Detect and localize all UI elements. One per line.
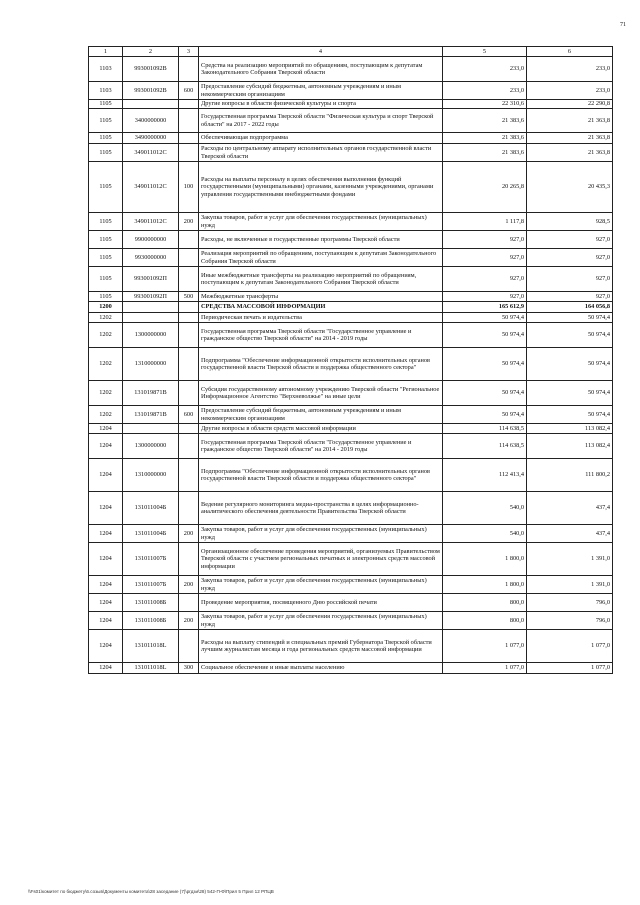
cell-expense-type — [179, 459, 199, 492]
cell-description: Проведение мероприятия, посвященного Дню российской печати — [199, 594, 443, 612]
table-row — [89, 57, 613, 82]
cell-amount-year2: 50 974,4 — [527, 313, 613, 323]
cell-description: Подпрограмма "Обеспечение информационной открытости исполнительных органов государственной власти Тверской области и поддержка общественного сектора" — [199, 348, 443, 381]
budget-table-body — [89, 47, 613, 674]
cell-section-code: 1202 — [89, 313, 123, 323]
cell-amount-year1: 1 117,8 — [443, 213, 527, 231]
cell-amount-year2: 50 974,4 — [527, 381, 613, 406]
cell-section-code: 1204 — [89, 576, 123, 594]
cell-target-code: 131019871В — [123, 381, 179, 406]
cell-target-code — [123, 100, 179, 109]
cell-amount-year1: 114 638,5 — [443, 434, 527, 459]
cell-section-code: 1103 — [89, 82, 123, 100]
cell-description: Подпрограмма "Обеспечение информационной открытости исполнительных органов государственной власти Тверской области и поддержка общественного сектора" — [199, 459, 443, 492]
cell-expense-type — [179, 323, 199, 348]
cell-expense-type — [179, 594, 199, 612]
cell-amount-year1: 927,0 — [443, 231, 527, 249]
cell-expense-type — [179, 57, 199, 82]
cell-expense-type — [179, 100, 199, 109]
column-header: 5 — [443, 47, 527, 57]
cell-amount-year2: 233,0 — [527, 57, 613, 82]
cell-expense-type — [179, 543, 199, 576]
table-row — [89, 594, 613, 612]
cell-target-code: 9900000000 — [123, 231, 179, 249]
cell-section-code: 1105 — [89, 231, 123, 249]
cell-amount-year2: 50 974,4 — [527, 323, 613, 348]
cell-description: Закупка товаров, работ и услуг для обеспечения государственных (муниципальных) нужд — [199, 576, 443, 594]
cell-description: Закупка товаров, работ и услуг для обеспечения государственных (муниципальных) нужд — [199, 612, 443, 630]
cell-description: Субсидия государственному автономному учреждению Тверской области "Региональное Информационное Агентство "Верхневолжье" на иные цели — [199, 381, 443, 406]
cell-section-code: 1105 — [89, 292, 123, 302]
table-row — [89, 213, 613, 231]
cell-amount-year1: 1 800,0 — [443, 576, 527, 594]
cell-description: Государственная программа Тверской области "Государственное управление и гражданское общество Тверской области" на 2014 - 2019 годы — [199, 323, 443, 348]
cell-expense-type — [179, 231, 199, 249]
cell-amount-year1: 233,0 — [443, 57, 527, 82]
cell-description: Реализация мероприятий по обращениям, поступающим к депутатам Законодательного Собрания Тверской области — [199, 249, 443, 267]
table-row — [89, 663, 613, 674]
cell-target-code: 993001092В — [123, 82, 179, 100]
cell-section-code: 1204 — [89, 434, 123, 459]
cell-expense-type — [179, 249, 199, 267]
cell-target-code — [123, 424, 179, 434]
page-number: 71 — [620, 22, 626, 28]
cell-amount-year1: 927,0 — [443, 249, 527, 267]
cell-expense-type — [179, 424, 199, 434]
table-row — [89, 630, 613, 663]
cell-amount-year2: 50 974,4 — [527, 348, 613, 381]
cell-expense-type: 200 — [179, 525, 199, 543]
cell-description: Расходы, не включенные в государственные программы Тверской области — [199, 231, 443, 249]
cell-amount-year1: 50 974,4 — [443, 406, 527, 424]
cell-section-code: 1204 — [89, 594, 123, 612]
cell-amount-year2: 21 363,8 — [527, 133, 613, 144]
cell-amount-year2: 928,5 — [527, 213, 613, 231]
cell-amount-year1: 50 974,4 — [443, 323, 527, 348]
table-row — [89, 348, 613, 381]
column-header: 1 — [89, 47, 123, 57]
cell-description: Государственная программа Тверской области "Физическая культура и спорт Тверской области" на 2017 - 2022 годы — [199, 109, 443, 133]
cell-target-code: 131011008Б — [123, 594, 179, 612]
cell-description: Расходы по центральному аппарату исполнительных органов государственной власти Тверской области — [199, 144, 443, 162]
table-row — [89, 100, 613, 109]
cell-amount-year2: 113 082,4 — [527, 424, 613, 434]
cell-target-code: 349011012С — [123, 162, 179, 213]
cell-section-code: 1202 — [89, 323, 123, 348]
cell-amount-year2: 927,0 — [527, 267, 613, 292]
cell-amount-year1: 927,0 — [443, 292, 527, 302]
cell-section-code: 1204 — [89, 525, 123, 543]
cell-amount-year2: 1 391,0 — [527, 543, 613, 576]
cell-amount-year1: 21 383,6 — [443, 144, 527, 162]
cell-target-code: 1310000000 — [123, 348, 179, 381]
cell-section-code: 1105 — [89, 100, 123, 109]
cell-target-code: 131011004Б — [123, 492, 179, 525]
cell-amount-year1: 50 974,4 — [443, 313, 527, 323]
cell-target-code: 993001092П — [123, 292, 179, 302]
cell-section-code: 1204 — [89, 663, 123, 674]
cell-description: Другие вопросы в области физической культуры и спорта — [199, 100, 443, 109]
cell-expense-type: 500 — [179, 292, 199, 302]
cell-description: Ведение регулярного мониторинга медиа-пространства в целях информационно-аналитического обеспечения деятельности Правительства Тверской области — [199, 492, 443, 525]
cell-amount-year1: 1 077,0 — [443, 630, 527, 663]
cell-section-code: 1105 — [89, 162, 123, 213]
column-header: 3 — [179, 47, 199, 57]
table-row — [89, 525, 613, 543]
table-row — [89, 434, 613, 459]
table-row — [89, 323, 613, 348]
table-row — [89, 133, 613, 144]
cell-amount-year2: 1 391,0 — [527, 576, 613, 594]
cell-description: Предоставление субсидий бюджетным, автономным учреждениям и иным некоммерческим организациям — [199, 406, 443, 424]
cell-section-code: 1204 — [89, 459, 123, 492]
cell-target-code: 1310000000 — [123, 459, 179, 492]
cell-expense-type — [179, 492, 199, 525]
cell-target-code: 131011008Б — [123, 612, 179, 630]
cell-amount-year1: 21 383,6 — [443, 133, 527, 144]
cell-description: Средства на реализацию мероприятий по обращениям, поступающим к депутатам Законодательного Собрания Тверской области — [199, 57, 443, 82]
cell-amount-year1: 22 310,6 — [443, 100, 527, 109]
cell-amount-year2: 233,0 — [527, 82, 613, 100]
cell-expense-type: 600 — [179, 406, 199, 424]
cell-target-code: 131011007Б — [123, 543, 179, 576]
cell-amount-year2: 1 077,0 — [527, 630, 613, 663]
cell-expense-type — [179, 348, 199, 381]
cell-section-code: 1204 — [89, 612, 123, 630]
cell-amount-year2: 50 974,4 — [527, 406, 613, 424]
cell-amount-year1: 927,0 — [443, 267, 527, 292]
cell-target-code: 131011007Б — [123, 576, 179, 594]
cell-section-code: 1105 — [89, 213, 123, 231]
table-row — [89, 543, 613, 576]
cell-amount-year1: 21 383,6 — [443, 109, 527, 133]
table-row — [89, 82, 613, 100]
cell-amount-year1: 540,0 — [443, 525, 527, 543]
cell-expense-type: 100 — [179, 162, 199, 213]
cell-description: Иные межбюджетные трансферты на реализацию мероприятий по обращениям, поступающим к депутатам Законодательного Собрания Тверской области — [199, 267, 443, 292]
cell-amount-year2: 437,4 — [527, 525, 613, 543]
cell-section-code: 1202 — [89, 381, 123, 406]
cell-description: Обеспечивающая подпрограмма — [199, 133, 443, 144]
table-row — [89, 576, 613, 594]
cell-target-code: 349011012С — [123, 213, 179, 231]
cell-description: Закупка товаров, работ и услуг для обеспечения государственных (муниципальных) нужд — [199, 525, 443, 543]
cell-amount-year2: 437,4 — [527, 492, 613, 525]
cell-section-code: 1105 — [89, 144, 123, 162]
cell-target-code: 1300000000 — [123, 434, 179, 459]
cell-expense-type — [179, 144, 199, 162]
cell-expense-type — [179, 313, 199, 323]
table-row — [89, 612, 613, 630]
cell-amount-year2: 21 363,8 — [527, 144, 613, 162]
cell-expense-type: 200 — [179, 213, 199, 231]
cell-amount-year2: 111 800,2 — [527, 459, 613, 492]
cell-amount-year2: 20 435,3 — [527, 162, 613, 213]
cell-amount-year2: 1 077,0 — [527, 663, 613, 674]
budget-table-wrapper — [88, 46, 612, 674]
table-row — [89, 381, 613, 406]
cell-expense-type: 600 — [179, 82, 199, 100]
table-row — [89, 267, 613, 292]
cell-description: Межбюджетные трансферты — [199, 292, 443, 302]
cell-description: Организационное обеспечение проведения мероприятий, организуемых Правительством Тверской области с участием региональных печатных и электронных средств массовой информации — [199, 543, 443, 576]
cell-amount-year2: 21 363,8 — [527, 109, 613, 133]
cell-expense-type: 300 — [179, 663, 199, 674]
table-row — [89, 492, 613, 525]
cell-expense-type — [179, 133, 199, 144]
cell-target-code — [123, 313, 179, 323]
cell-amount-year1: 165 612,9 — [443, 302, 527, 313]
cell-section-code: 1105 — [89, 133, 123, 144]
cell-target-code: 3490000000 — [123, 133, 179, 144]
cell-section-code: 1105 — [89, 249, 123, 267]
cell-section-code: 1204 — [89, 492, 123, 525]
column-header: 6 — [527, 47, 613, 57]
cell-amount-year2: 796,0 — [527, 612, 613, 630]
cell-amount-year2: 164 056,8 — [527, 302, 613, 313]
table-row — [89, 313, 613, 323]
cell-amount-year1: 1 800,0 — [443, 543, 527, 576]
cell-amount-year1: 50 974,4 — [443, 381, 527, 406]
cell-amount-year1: 233,0 — [443, 82, 527, 100]
cell-section-code: 1204 — [89, 543, 123, 576]
cell-amount-year1: 1 077,0 — [443, 663, 527, 674]
cell-target-code: 1300000000 — [123, 323, 179, 348]
cell-expense-type: 200 — [179, 612, 199, 630]
table-row — [89, 109, 613, 133]
cell-section-code: 1200 — [89, 302, 123, 313]
table-row — [89, 231, 613, 249]
table-row — [89, 162, 613, 213]
cell-description: Расходы на выплату стипендий и специальных премий Губернатора Тверской области лучшим журналистам месяца и года региональных средств массовой информации — [199, 630, 443, 663]
cell-amount-year1: 800,0 — [443, 594, 527, 612]
cell-amount-year2: 927,0 — [527, 231, 613, 249]
cell-description: Периодическая печать и издательства — [199, 313, 443, 323]
cell-expense-type — [179, 630, 199, 663]
table-header-row — [89, 47, 613, 57]
cell-target-code: 9930000000 — [123, 249, 179, 267]
cell-expense-type — [179, 302, 199, 313]
cell-target-code: 993001092П — [123, 267, 179, 292]
cell-expense-type — [179, 381, 199, 406]
table-row — [89, 302, 613, 313]
cell-amount-year2: 927,0 — [527, 249, 613, 267]
cell-amount-year2: 22 290,8 — [527, 100, 613, 109]
table-row — [89, 459, 613, 492]
table-row — [89, 292, 613, 302]
cell-section-code: 1105 — [89, 109, 123, 133]
cell-expense-type: 200 — [179, 576, 199, 594]
table-row — [89, 144, 613, 162]
cell-target-code: 131019871В — [123, 406, 179, 424]
cell-description: СРЕДСТВА МАССОВОЙ ИНФОРМАЦИИ — [199, 302, 443, 313]
cell-description: Закупка товаров, работ и услуг для обеспечения государственных (муниципальных) нужд — [199, 213, 443, 231]
cell-target-code: 993001092В — [123, 57, 179, 82]
cell-target-code — [123, 302, 179, 313]
cell-section-code: 1202 — [89, 348, 123, 381]
file-path-footer: \\Fs01\комитет по бюджету\6.созыв\Документы комитета\28 заседание (7)\ргдзи\28) 542-П-Ф\Прил 5 Прил 12 РПЦВ — [28, 889, 274, 894]
cell-amount-year1: 800,0 — [443, 612, 527, 630]
cell-description: Расходы на выплаты персоналу в целях обеспечения выполнения функций государственными (муниципальными) органами, казенными учреждениями, органами управления государственными внебюджетными фондами — [199, 162, 443, 213]
budget-table — [88, 46, 613, 674]
cell-expense-type — [179, 109, 199, 133]
cell-expense-type — [179, 267, 199, 292]
column-header: 4 — [199, 47, 443, 57]
cell-description: Другие вопросы в области средств массовой информации — [199, 424, 443, 434]
cell-expense-type — [179, 434, 199, 459]
column-header: 2 — [123, 47, 179, 57]
cell-section-code: 1103 — [89, 57, 123, 82]
cell-section-code: 1204 — [89, 424, 123, 434]
cell-amount-year1: 20 265,8 — [443, 162, 527, 213]
cell-target-code: 349011012С — [123, 144, 179, 162]
cell-amount-year2: 113 082,4 — [527, 434, 613, 459]
cell-amount-year2: 796,0 — [527, 594, 613, 612]
cell-section-code: 1204 — [89, 630, 123, 663]
cell-amount-year1: 50 974,4 — [443, 348, 527, 381]
cell-section-code: 1105 — [89, 267, 123, 292]
cell-description: Предоставление субсидий бюджетным, автономным учреждениям и иным некоммерческим организациям — [199, 82, 443, 100]
cell-target-code: 131011004Б — [123, 525, 179, 543]
table-row — [89, 406, 613, 424]
cell-target-code: 131011018L — [123, 663, 179, 674]
cell-amount-year1: 540,0 — [443, 492, 527, 525]
cell-amount-year2: 927,0 — [527, 292, 613, 302]
table-row — [89, 249, 613, 267]
cell-description: Государственная программа Тверской области "Государственное управление и гражданское общество Тверской области" на 2014 - 2019 годы — [199, 434, 443, 459]
cell-amount-year1: 114 638,5 — [443, 424, 527, 434]
cell-amount-year1: 112 413,4 — [443, 459, 527, 492]
cell-section-code: 1202 — [89, 406, 123, 424]
cell-target-code: 3400000000 — [123, 109, 179, 133]
cell-description: Социальное обеспечение и иные выплаты населению — [199, 663, 443, 674]
cell-target-code: 131011018L — [123, 630, 179, 663]
table-row — [89, 424, 613, 434]
